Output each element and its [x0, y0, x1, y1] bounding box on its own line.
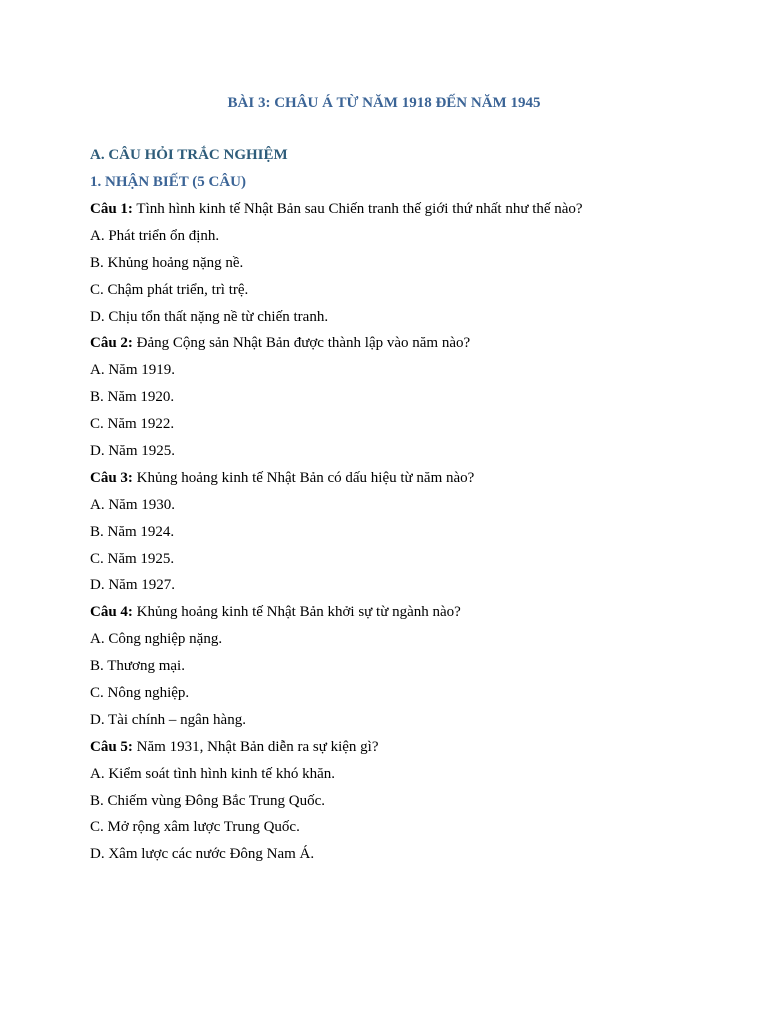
question-4-option-d: D. Tài chính – ngân hàng.	[90, 711, 246, 728]
question-5-option-b: B. Chiếm vùng Đông Bắc Trung Quốc.	[90, 792, 326, 809]
question-1-option-b: B. Khủng hoảng nặng nề.	[90, 254, 244, 271]
question-2-option-d: D. Năm 1925.	[90, 443, 175, 460]
question-2	[90, 333, 730, 360]
question-1	[90, 199, 730, 226]
question-text: Năm 1931, Nhật Bản diễn ra sự kiện gì?	[132, 738, 379, 755]
question-5	[90, 737, 730, 764]
question-1-option-c: C. Chậm phát triển, trì trệ.	[90, 281, 249, 298]
question-label: Câu 5:	[90, 738, 133, 755]
subsection-heading: 1. NHẬN BIẾT (5 CÂU)	[90, 174, 246, 190]
question-5-option-d: D. Xâm lược các nước Đông Nam Á.	[90, 846, 315, 863]
question-3-option-a: A. Năm 1930.	[90, 496, 175, 513]
question-2-option-c: C. Năm 1922.	[90, 416, 175, 433]
document-content	[90, 145, 730, 871]
question-5-option-a: A. Kiểm soát tình hình kinh tế khó khăn.	[90, 765, 335, 782]
section-heading: A. CÂU HỎI TRẮC NGHIỆM	[90, 147, 288, 163]
question-3-option-b: B. Năm 1924.	[90, 523, 175, 540]
document-title: BÀI 3: CHÂU Á TỪ NĂM 1918 ĐẾN NĂM 1945	[227, 95, 541, 111]
question-3	[90, 468, 730, 495]
question-4-option-a: A. Công nghiệp nặng.	[90, 631, 223, 648]
question-4	[90, 602, 730, 629]
question-text: Khủng hoảng kinh tế Nhật Bản có dấu hiệu từ năm nào?	[132, 469, 475, 486]
question-3-option-c: C. Năm 1925.	[90, 550, 175, 567]
question-3-option-d: D. Năm 1927.	[90, 577, 175, 594]
question-text: Khủng hoảng kinh tế Nhật Bản khởi sự từ ngành nào?	[132, 604, 461, 621]
question-label: Câu 1:	[90, 201, 133, 217]
question-4-option-b: B. Thương mại.	[90, 658, 185, 675]
question-2-option-b: B. Năm 1920.	[90, 389, 175, 406]
question-text: Tình hình kinh tế Nhật Bản sau Chiến tranh thế giới thứ nhất như thế nào?	[132, 201, 583, 217]
question-4-option-c: C. Nông nghiệp.	[90, 685, 190, 702]
question-1-option-d: D. Chịu tổn thất nặng nề từ chiến tranh.	[90, 308, 329, 325]
question-label: Câu 4:	[90, 604, 133, 621]
question-text: Đảng Cộng sản Nhật Bản được thành lập vào năm nào?	[132, 335, 471, 352]
question-2-option-a: A. Năm 1919.	[90, 362, 175, 379]
question-label: Câu 3:	[90, 469, 133, 486]
question-1-option-a: A. Phát triển ổn định.	[90, 227, 220, 244]
question-label: Câu 2:	[90, 335, 133, 352]
question-5-option-c: C. Mở rộng xâm lược Trung Quốc.	[90, 819, 300, 836]
